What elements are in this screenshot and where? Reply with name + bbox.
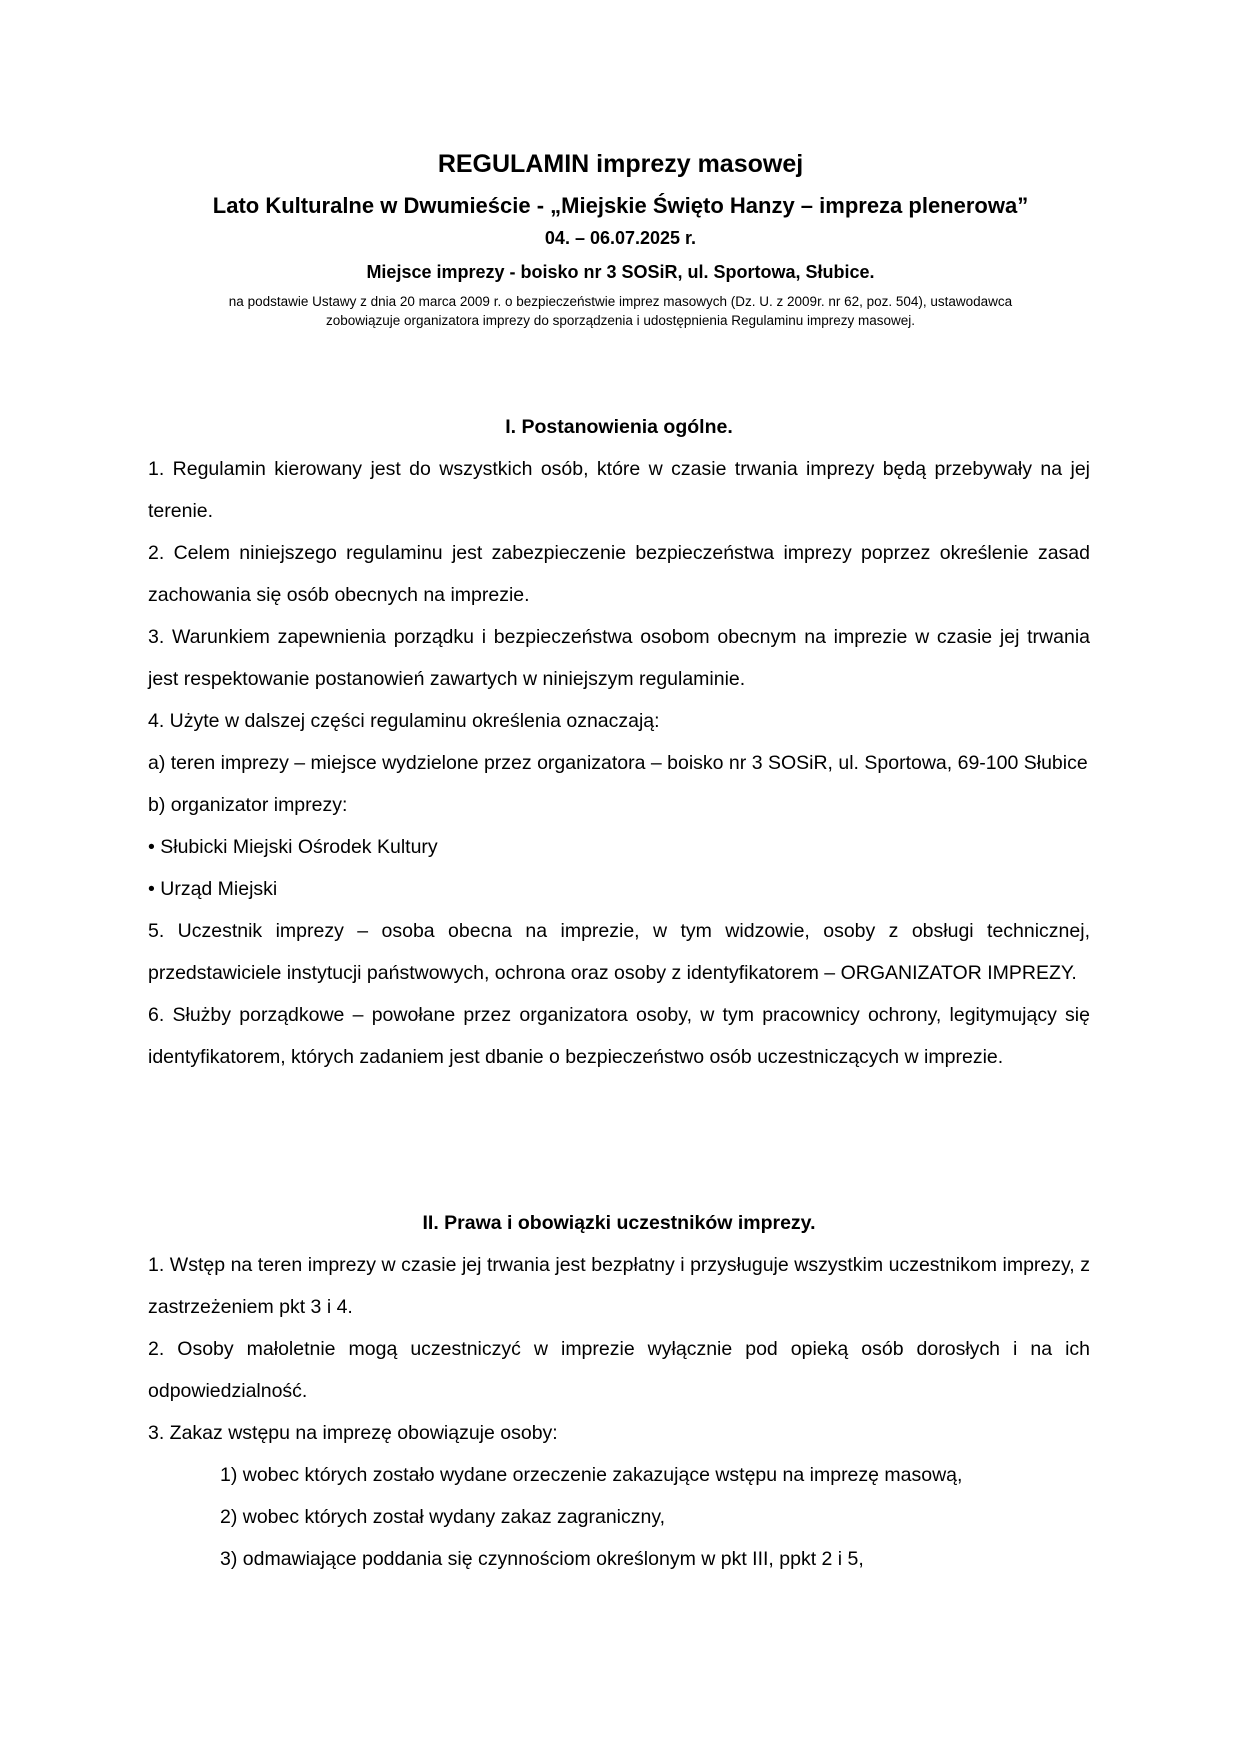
organizer-list-item: • Urząd Miejski <box>148 878 278 900</box>
event-name: Lato Kulturalne w Dwumieście - „Miejskie Święto Hanzy – impreza plenerowa” <box>212 193 1029 218</box>
document-title: REGULAMIN imprezy masowej <box>437 150 804 178</box>
sub-list-item: 3) odmawiające poddania się czynnościom określonym w pkt III, ppkt 2 i 5, <box>220 1548 864 1570</box>
paragraph: 1. Regulamin kierowany jest do wszystkich osób, które w czasie trwania imprezy będą przebywały na jej terenie. <box>148 458 1090 522</box>
paragraph: 3. Warunkiem zapewnienia porządku i bezpieczeństwa osobom obecnym na imprezie w czasie jej trwania jest respektowanie postanowień zawartych w niniejszym regulaminie. <box>148 626 1090 690</box>
paragraph: 4. Użyte w dalszej części regulaminu określenia oznaczają: <box>148 710 660 732</box>
legal-basis-line-1: na podstawie Ustawy z dnia 20 marca 2009 r. o bezpieczeństwie imprez masowych (Dz. U. z 2009r. nr 62, poz. 504), ustawodawca <box>228 294 1013 309</box>
paragraph: 6. Służby porządkowe – powołane przez organizatora osoby, w tym pracownicy ochrony, legitymujący się identyfikatorem, których zadaniem jest dbanie o bezpieczeństwo osób uczestniczących w imprezie. <box>148 1004 1090 1068</box>
event-dates: 04. – 06.07.2025 r. <box>544 228 697 248</box>
definition-item: a) teren imprezy – miejsce wydzielone przez organizatora – boisko nr 3 SOSiR, ul. Sportowa, 69-100 Słubice <box>148 752 1088 774</box>
section-rights-and-obligations <box>148 1202 1090 1580</box>
sub-list-item: 2) wobec których został wydany zakaz zagraniczny, <box>220 1506 666 1528</box>
legal-basis-note <box>170 292 1071 330</box>
paragraph: 5. Uczestnik imprezy – osoba obecna na imprezie, w tym widzowie, osoby z obsługi technicznej, przedstawiciele instytucji państwowych, ochrona oraz osoby z identyfikatorem – ORGANIZATOR IMPREZY. <box>148 920 1090 984</box>
paragraph: 1. Wstęp na teren imprezy w czasie jej trwania jest bezpłatny i przysługuje wszystkim uczestnikom imprezy, z zastrzeżeniem pkt 3 i 4. <box>148 1254 1090 1318</box>
paragraph: 2. Osoby małoletnie mogą uczestniczyć w imprezie wyłącznie pod opieką osób dorosłych i na ich odpowiedzialność. <box>148 1338 1090 1402</box>
paragraph: 3. Zakaz wstępu na imprezę obowiązuje osoby: <box>148 1422 558 1444</box>
section-heading: I. Postanowienia ogólne. <box>505 416 733 438</box>
section-heading: II. Prawa i obowiązki uczestników imprezy. <box>422 1212 816 1234</box>
section-general-provisions <box>148 406 1090 1078</box>
definition-item: b) organizator imprezy: <box>148 794 348 816</box>
paragraph: 2. Celem niniejszego regulaminu jest zabezpieczenie bezpieczeństwa imprezy poprzez określenie zasad zachowania się osób obecnych na imprezie. <box>148 542 1090 606</box>
legal-basis-line-2: zobowiązuje organizatora imprezy do sporządzenia i udostępnienia Regulaminu imprezy masowej. <box>325 313 916 328</box>
organizer-list-item: • Słubicki Miejski Ośrodek Kultury <box>148 836 438 858</box>
sub-list-item: 1) wobec których zostało wydane orzeczenie zakazujące wstępu na imprezę masową, <box>220 1464 963 1486</box>
event-place: Miejsce imprezy - boisko nr 3 SOSiR, ul. Sportowa, Słubice. <box>366 262 875 282</box>
